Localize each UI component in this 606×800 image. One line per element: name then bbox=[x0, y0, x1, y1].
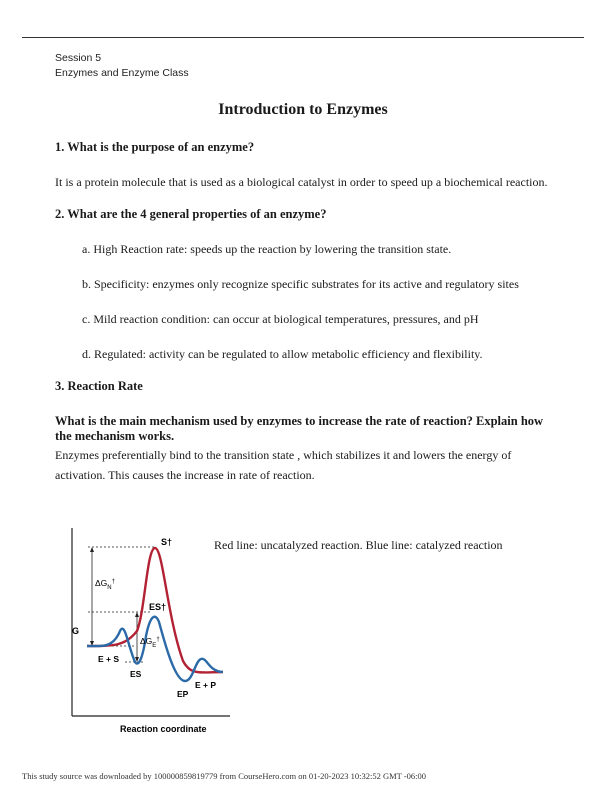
label-ep: EP bbox=[177, 689, 189, 699]
property-item-d: d. Regulated: activity can be regulated to allow metabolic efficiency and flexibility. bbox=[82, 347, 483, 361]
x-axis-label: Reaction coordinate bbox=[120, 724, 207, 734]
label-delta-gn: $\Delta G_N^\dagger$ bbox=[95, 578, 115, 591]
top-rule bbox=[22, 37, 584, 38]
session-subtitle: Enzymes and Enzyme Class bbox=[55, 67, 189, 79]
label-e-plus-s: E + S bbox=[98, 654, 120, 664]
label-es-dagger: ES† bbox=[149, 602, 167, 612]
download-footer: This study source was downloaded by 100000859819779 from CourseHero.com on 01-20-2023 10:32:52 GMT -06:00 bbox=[22, 771, 427, 781]
session-label: Session 5 bbox=[55, 52, 102, 64]
answer-1: It is a protein molecule that is used as a biological catalyst in order to speed up a biochemical reaction. bbox=[55, 175, 548, 189]
question-3: What is the main mechanism used by enzymes to increase the rate of reaction? Explain how the mechanism works. bbox=[55, 414, 544, 443]
label-s-dagger: S† bbox=[161, 537, 173, 547]
document-header bbox=[55, 51, 189, 81]
page-title: Introduction to Enzymes bbox=[218, 101, 388, 118]
figure-caption: Red line: uncatalyzed reaction. Blue line: catalyzed reaction bbox=[214, 538, 503, 552]
answer-3: Enzymes preferentially bind to the transition state , which stabilizes it and lowers the energy of activation. This causes the increase in rate of reaction. bbox=[55, 448, 512, 482]
section-3-heading: 3. Reaction Rate bbox=[55, 379, 143, 393]
question-1: 1. What is the purpose of an enzyme? bbox=[55, 140, 255, 154]
property-item-a: a. High Reaction rate: speeds up the reaction by lowering the transition state. bbox=[82, 242, 452, 256]
label-delta-ge: $\Delta G_E^\dagger$ bbox=[140, 636, 160, 649]
delta-gn-arrowhead-up bbox=[90, 547, 94, 552]
property-item-c: c. Mild reaction condition: can occur at biological temperatures, pressures, and pH bbox=[82, 312, 479, 326]
energy-diagram bbox=[65, 526, 235, 741]
label-e-plus-p: E + P bbox=[195, 680, 217, 690]
label-g: G bbox=[72, 626, 80, 636]
property-item-b: b. Specificity: enzymes only recognize specific substrates for its active and regulatory sites bbox=[82, 277, 519, 291]
label-es: ES bbox=[130, 669, 142, 679]
question-2: 2. What are the 4 general properties of an enzyme? bbox=[55, 207, 327, 221]
delta-ge-arrowhead-up bbox=[135, 612, 139, 617]
